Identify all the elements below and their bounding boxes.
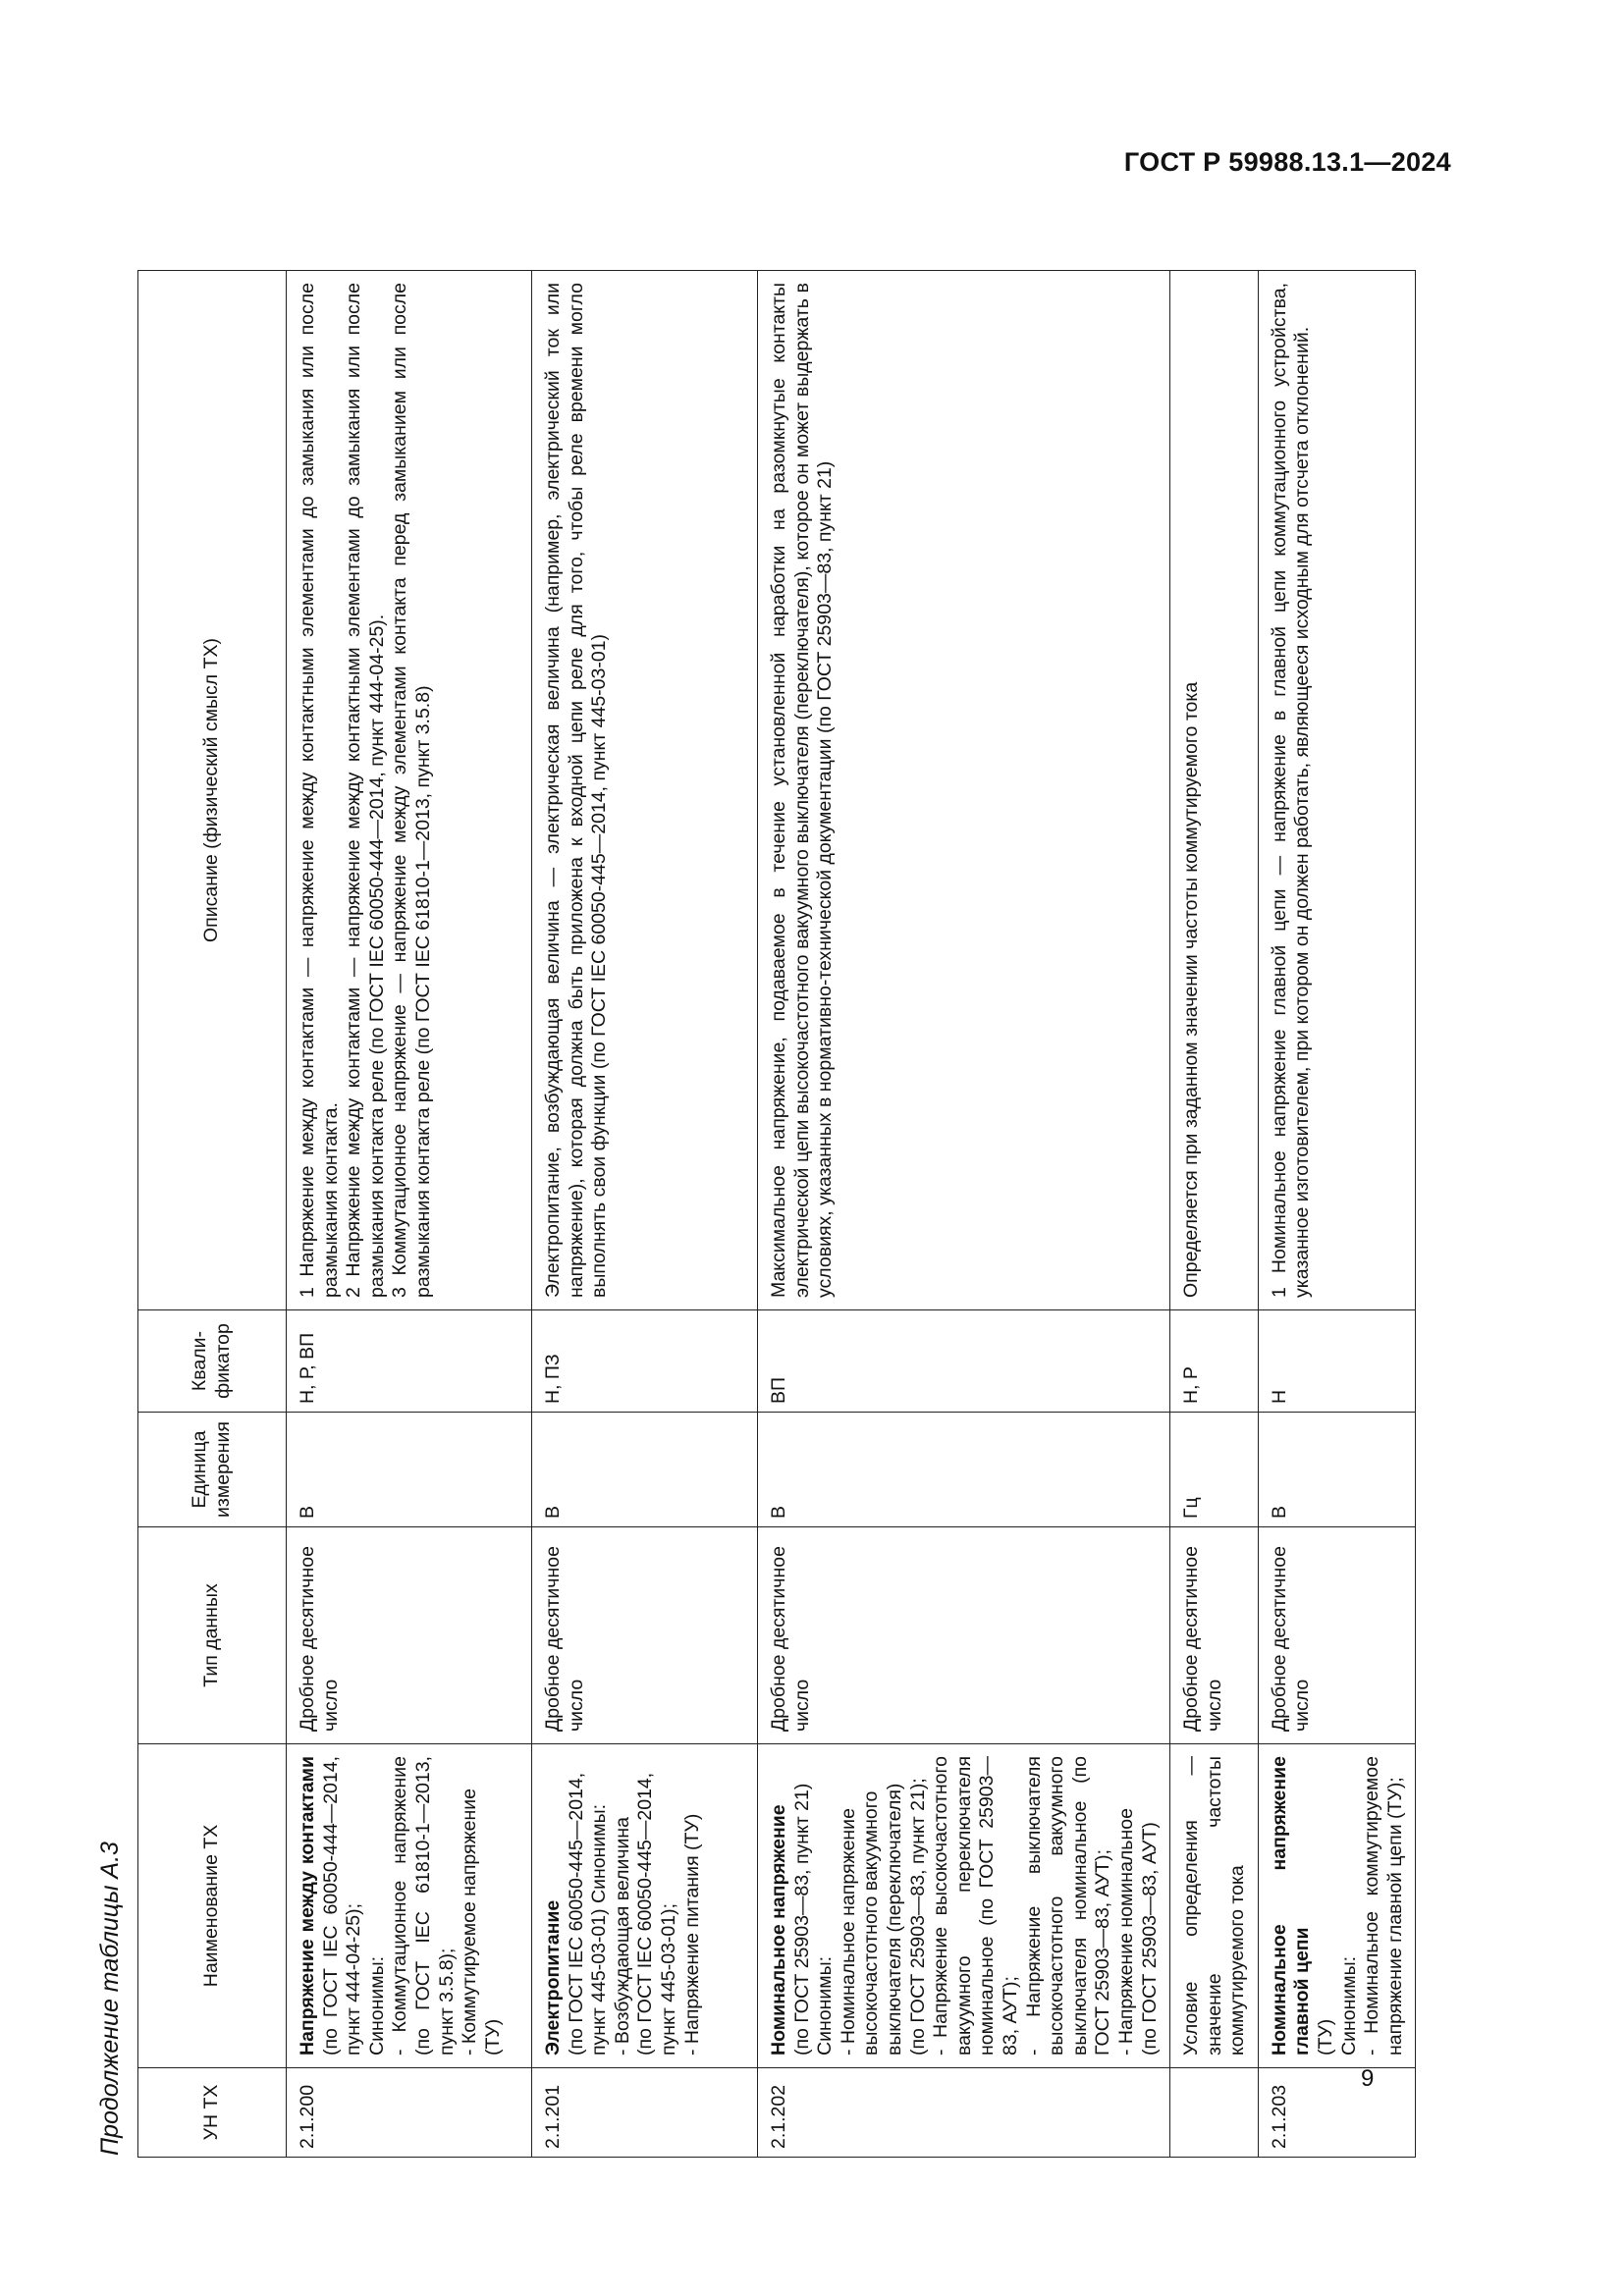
cell-description: 1 Номинальное напряжение главной цепи — напряжение в главной цепи коммутационного устройства, указанное изготовителем, при котором он должен работать, являющееся исходным для отсчета отклонений. [1258,271,1416,1310]
table-caption: Продолжение таблицы А.3 [96,1842,124,2156]
name-line: напряжение главной цепи (ТУ); [1383,1777,1406,2056]
cell-name [287,1744,532,2068]
name-line: выключателя (переключателя) [883,1783,905,2056]
cell-qualifier: Н, ПЗ [532,1310,758,1413]
characteristics-table [137,270,1416,2158]
cell-description: 1 Напряжение между контактами — напряжение между контактными элементами до замыкания или после размыкания контакта. 2 Напряжение между контактами — напряжение между контактными элементами до замыкания или после размыкания контакта реле (по ГОСТ IEC 60050-444—2014, пункт 444-04-25). 3 Коммутационное напряжение — напряжение между элементами контакта перед замыканием или после размыкания контакта реле (по ГОСТ IEC 61810-1—2013, пункт 3.5.8) [287,271,532,1310]
cell-type: Дробное десятичное число [1258,1527,1416,1744]
cell-type: Дробное десятичное число [1170,1527,1259,1744]
name-line: Синонимы: [365,1955,388,2056]
cell-type: Дробное десятичное число [287,1527,532,1744]
cell-qualifier: ВП [758,1310,1170,1413]
name-title: Электропитание [542,1899,564,2056]
document-code: ГОСТ Р 59988.13.1—2024 [1123,147,1451,177]
cell-qualifier: Н, Р, ВП [287,1310,532,1413]
table-row [287,271,532,2158]
name-line: (по ГОСТ IEC 61810-1—2013, [411,1756,434,2056]
cell-id: 2.1.202 [758,2068,1170,2158]
table-row [758,271,1170,2158]
cell-unit: В [758,1413,1170,1527]
cell-name [758,1744,1170,2068]
col-header-description: Описание (физический смысл ТХ) [138,271,287,1310]
name-title: Номинальное напряжение [768,1804,789,2056]
table-row [1170,271,1259,2158]
cell-id: 2.1.200 [287,2068,532,2158]
table-header-row [138,271,287,2158]
cell-unit: В [532,1413,758,1527]
name-line: (ТУ) [1315,2018,1337,2056]
cell-name [532,1744,758,2068]
table-row [1258,271,1416,2158]
cell-description: Электропитание, возбуждающая величина — электрическая величина (например, электрический ток или напряжение), которая должна быть приложена к входной цепи реле для того, чтобы реле времени могло выполнять свои функции (по ГОСТ IEC 60050-445—2014, пункт 445-03-01) [532,271,758,1310]
cell-id: 2.1.201 [532,2068,758,2158]
name-line: - Напряжение высокочастотного [930,1756,952,2056]
col-header-unit: Единица измерения [138,1413,287,1527]
name-line: (по ГОСТ IEC 60050-445—2014, [565,1772,587,2056]
name-line: (по ГОСТ IEC 60050-444—2014, [319,1756,342,2056]
cell-qualifier: Н, Р [1170,1310,1259,1413]
name-line: - Номинальное напряжение [837,1808,859,2056]
col-header-type: Тип данных [138,1527,287,1744]
cell-qualifier: Н [1258,1310,1416,1413]
table-row [532,271,758,2158]
cell-type: Дробное десятичное число [758,1527,1170,1744]
name-line: вакуумного переключателя номинальное (по ГОСТ 25903—83, АУТ); [952,1756,1021,2056]
cell-id-empty [1170,2068,1259,2158]
name-line: - Коммутационное напряжение [389,1756,411,2056]
name-line: - Напряжение питания (ТУ) [680,1813,703,2056]
name-line: - Напряжение выключателя высокочастотного вакуумного выключателя номинальное (по ГОСТ 25903—83, АУТ); [1022,1756,1114,2056]
name-line: Синонимы: [814,1955,837,2056]
cell-id: 2.1.203 [1258,2068,1416,2158]
name-line: (по ГОСТ 25903—83, АУТ) [1138,1822,1161,2056]
name-line: Синонимы: [1337,1955,1360,2056]
cell-description: Максимальное напряжение, подаваемое в течение установленной наработки на разомкнутые контакты электрической цепи высокочастотного вакуумного выключателя (переключателя), которое он может выдержать в условиях, указанных в нормативно-технической документации (по ГОСТ 25903—83, пункт 21) [758,271,1170,1310]
col-header-id: УН ТХ [138,2068,287,2158]
name-line: пункт 3.5.8); [435,1948,458,2056]
col-header-qualifier: Квали-фикатор [138,1310,287,1413]
cell-condition: Условие определения — значение частоты коммутируемого тока [1170,1744,1259,2068]
name-line: - Возбуждающая величина [611,1816,633,2056]
name-line: - Коммутируемое напряжение (ТУ) [459,1789,504,2056]
name-line: (по ГОСТ IEC 60050-445—2014, [634,1772,657,2056]
name-line: (по ГОСТ 25903—83, пункт 21) [790,1783,813,2056]
cell-description: Определяется при заданном значении частоты коммутируемого тока [1170,271,1259,1310]
name-line: (по ГОСТ 25903—83, пункт 21); [906,1778,929,2056]
cell-unit: В [1258,1413,1416,1527]
name-line: пункт 445-03-01) Синонимы: [588,1803,611,2056]
cell-type: Дробное десятичное число [532,1527,758,1744]
name-line: пункт 444-04-25); [343,1903,365,2056]
cell-unit: В [287,1413,532,1527]
name-line: - Напряжение номинальное [1114,1808,1137,2056]
name-line: - Номинальное коммутируемое [1361,1756,1383,2056]
name-title: Номинальное напряжение главной цепи [1268,1756,1314,2056]
name-line: высокочастотного вакуумного [860,1790,883,2056]
name-line: пункт 445-03-01); [657,1903,679,2056]
col-header-name: Наименование ТХ [138,1744,287,2068]
name-title: Напряжение между контактами [297,1756,318,2056]
rotated-table-page [96,271,1441,2158]
page-number: 9 [1361,2065,1375,2092]
cell-name [1258,1744,1416,2068]
cell-unit: Гц [1170,1413,1259,1527]
